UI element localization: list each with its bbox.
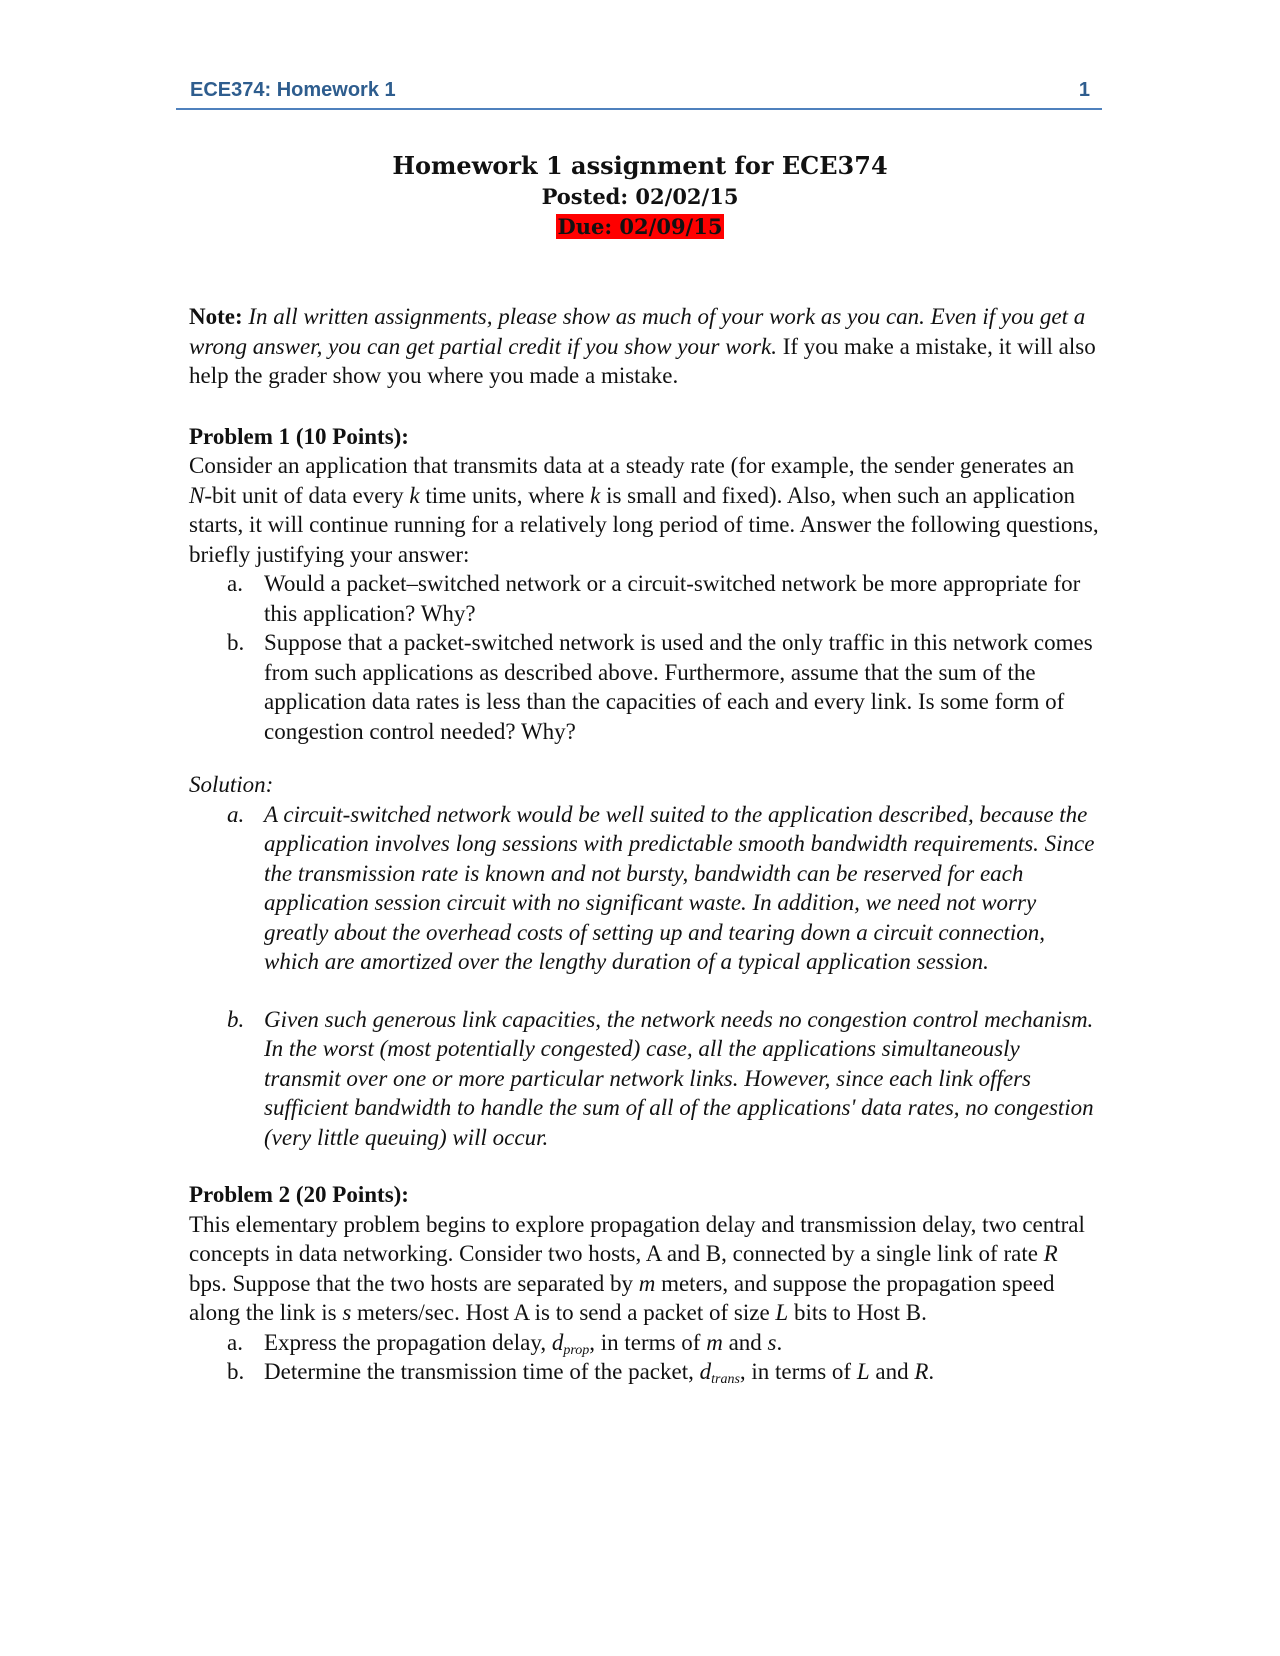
problem2-heading: Problem 2 (20 Points): [189,1182,409,1207]
list-item: b. Suppose that a packet-switched network is used and the only traffic in this network comes from such applications as described above. Furthermore, assume that the sum of the application data rates is less than the capacities of each and every link. Is some form of congestion control needed? Why? [227,630,1093,744]
note-paragraph [189,302,1099,391]
solution-list-b [189,1005,1099,1153]
problem1-question-list [189,569,1099,746]
note-italic-text: In all written assignments, please show as much of your work as you can. Even if you get a wrong answer, you can get partial credit if you show your work. [189,304,1086,359]
list-item: b. Given such generous link capacities, the network needs no congestion control mechanism. In the worst (most potentially congested) case, all the applications simultaneously transmit over one or more particular network links. However, since each link offers sufficient bandwidth to handle the sum of all of the applications' data rates, no congestion (very little queuing) will occur. [227,1006,1094,1150]
problem2-intro: This elementary problem begins to explore propagation delay and transmission delay, two central concepts in data networking. Consider two hosts, A and B, connected by a single link of rate R bps. Suppose that the two hosts are separated by m meters, and suppose the propagation speed along the link is s meters/sec. Host A is to send a packet of size L bits to Host B. [189,1211,1085,1325]
document-body [189,302,1099,1387]
list-item: a. Would a packet–switched network or a circuit-switched network be more appropriate for this application? Why? [227,571,1081,626]
problem1-heading: Problem 1 (10 Points): [189,423,409,449]
header-title: ECE374: Homework 1 [190,79,396,101]
list-item: b. Determine the transmission time of the packet, $d_{trans}$, in terms of L and R. [227,1359,935,1387]
note-plain-text: If you make a mistake, it will also help the grader show you where you made a mistake. [189,333,1096,388]
posted-date: Posted: 02/02/15 [541,184,739,209]
problem1-intro: Consider an application that transmits data at a steady rate (for example, the sender generates an N-bit unit of data every k time units, where k is small and fixed). Also, when such an application starts, it will continue running for a relatively long period of time. Answer the following questions, briefly justifying your answer: [189,453,1099,567]
page-header [176,76,1102,110]
document-title: Homework 1 assignment for ECE374 [392,151,888,180]
note-label: Note: [189,304,243,329]
solution-label: Solution: [189,772,274,797]
list-item: a. Express the propagation delay, $d_{prop}$, in terms of m and s. [227,1329,783,1358]
document-titles [0,150,1280,242]
solution-list [189,800,1099,977]
problem2-question-list [189,1328,1099,1387]
list-item: a. A circuit-switched network would be well suited to the application described, because the application involves long sessions with predictable smooth bandwidth requirements. Since the transmission rate is known and not bursty, bandwidth can be reserved for each application session circuit with no significant waste. In addition, we need not worry greatly about the overhead costs of setting up and tearing down a circuit connection, which are amortized over the lengthy duration of a typical application session. [227,801,1095,974]
header-page-number: 1 [1078,79,1090,101]
due-date: Due: 02/09/15 [557,214,723,239]
